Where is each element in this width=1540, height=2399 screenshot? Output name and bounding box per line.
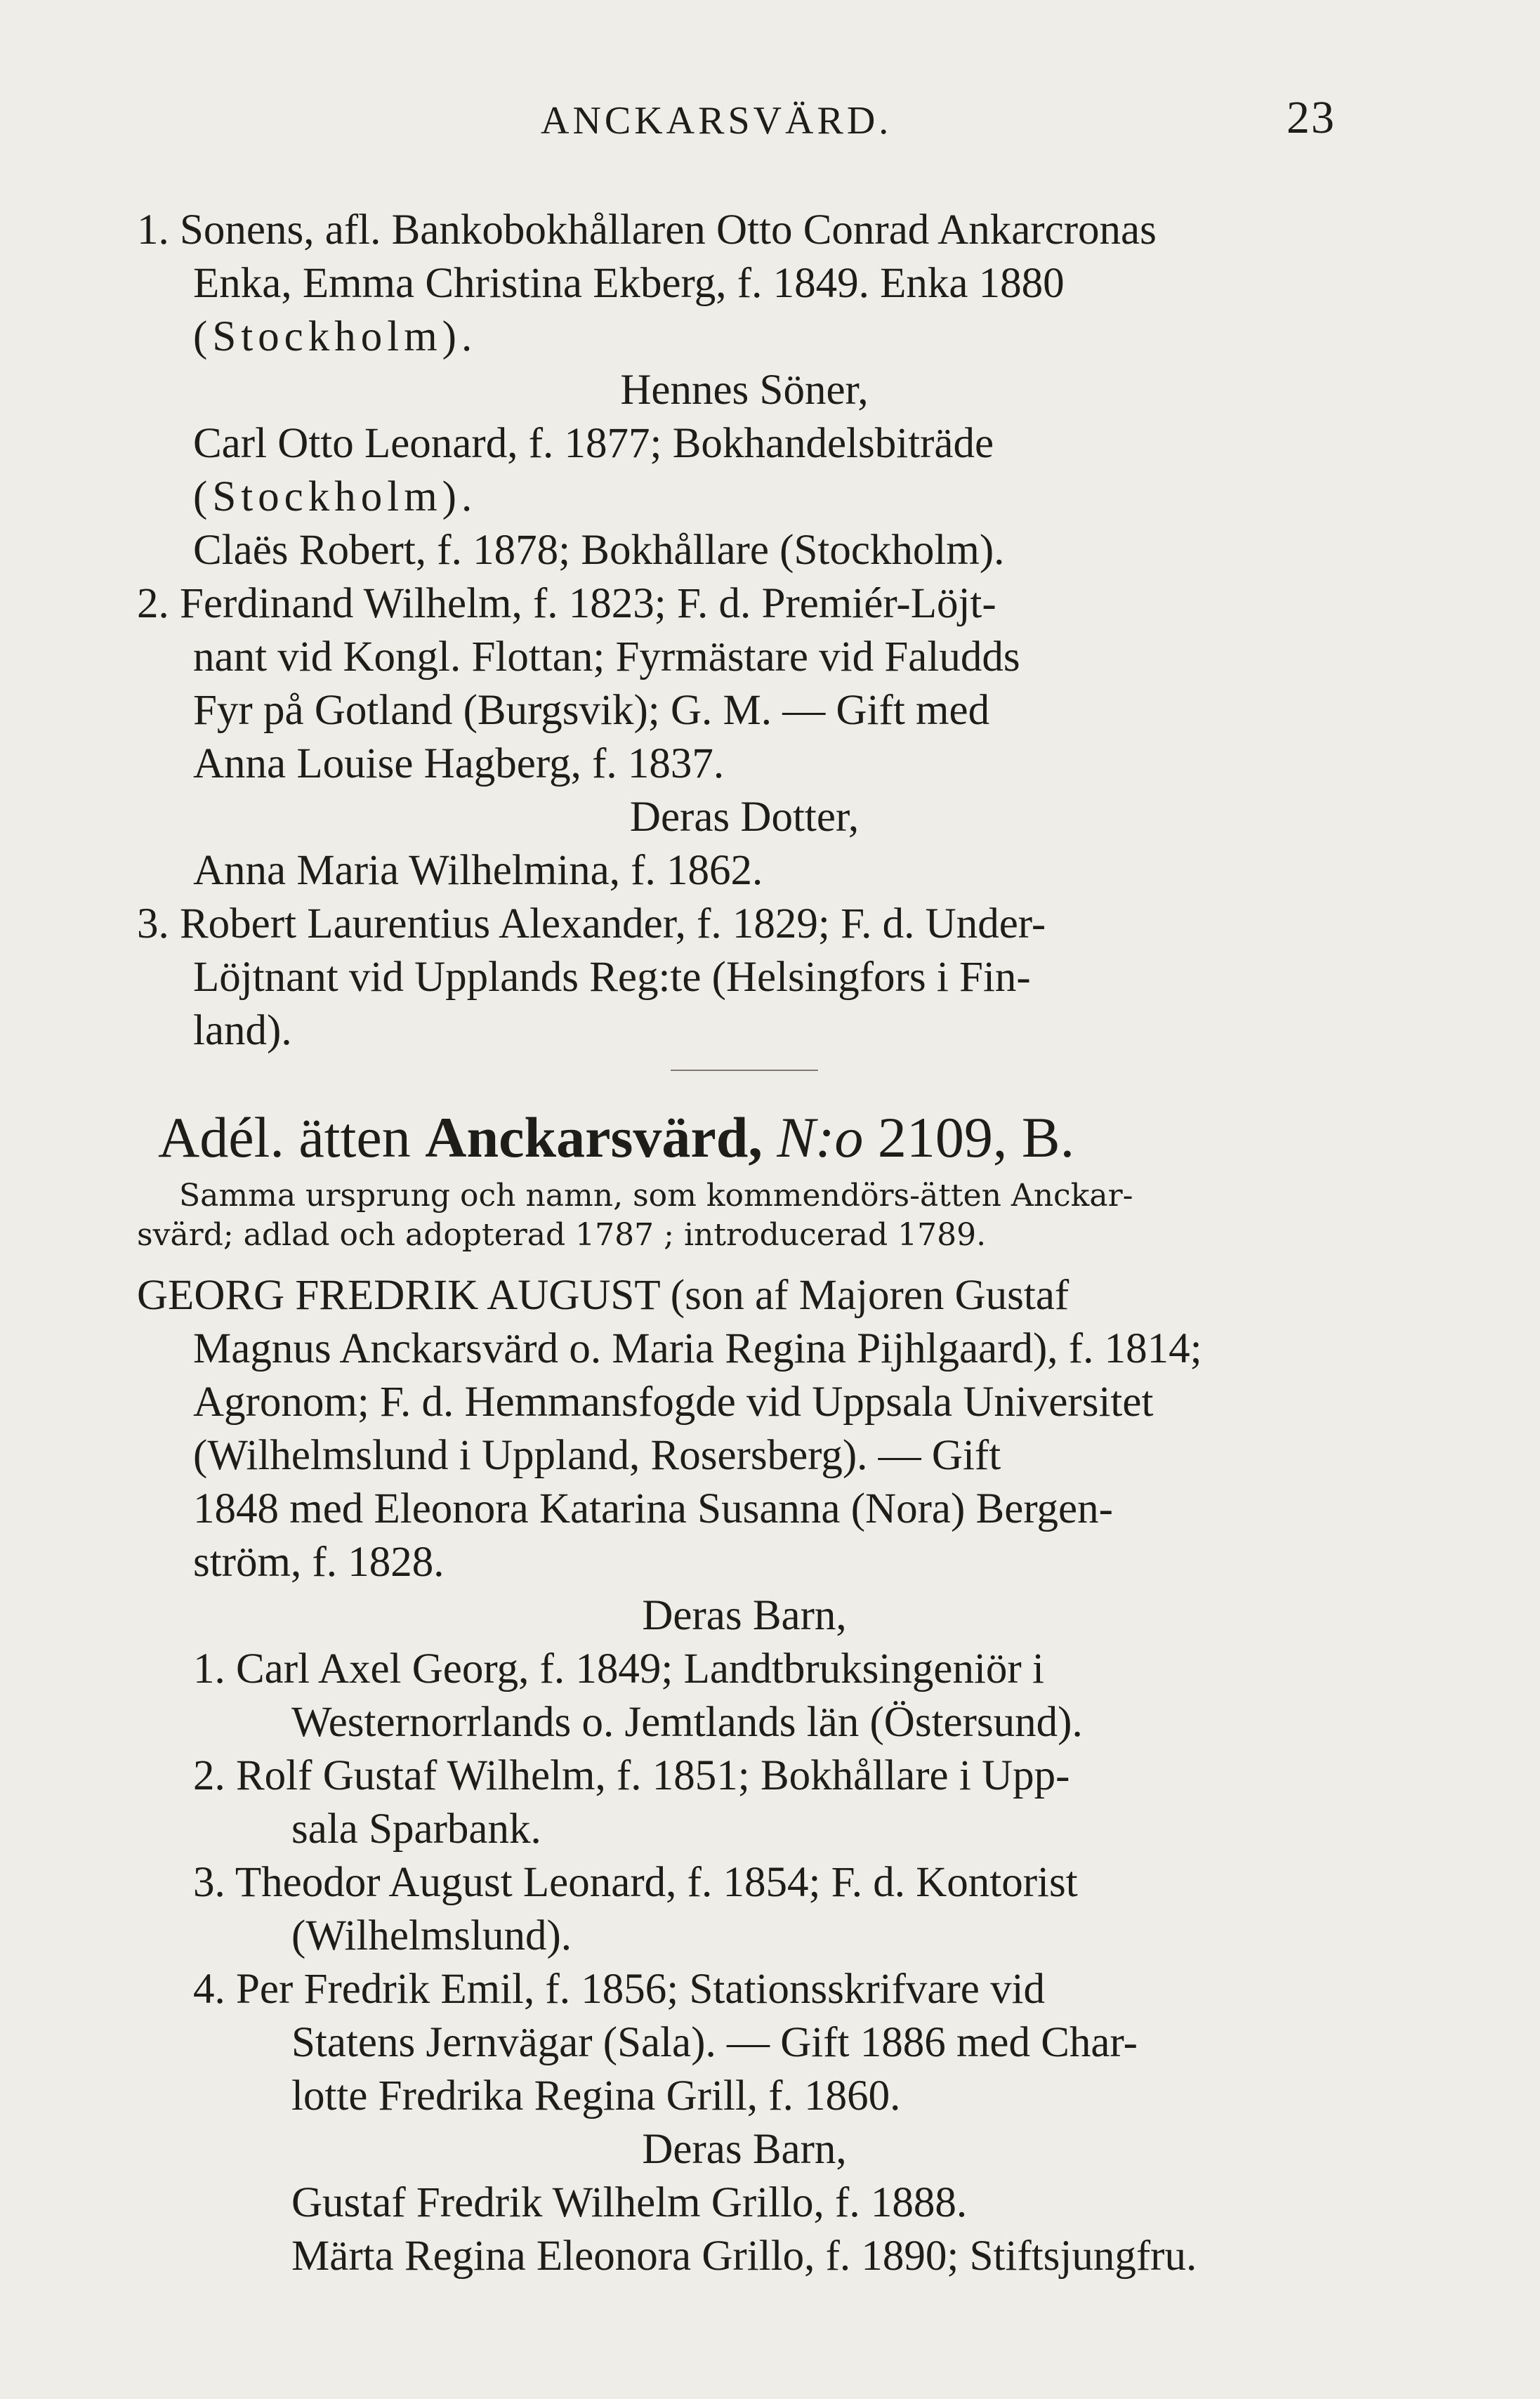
text-line: Deras Dotter, [629, 794, 860, 841]
text-line: Deras Barn, [642, 1592, 847, 1639]
text-line: sala Sparbank. [291, 1806, 541, 1853]
text-line: 2. Ferdinand Wilhelm, f. 1823; F. d. Premiér-Löjt- [137, 580, 996, 627]
text-line: 1848 med Eleonora Katarina Susanna (Nora) Bergen- [193, 1485, 1113, 1532]
family-heading [137, 1099, 1352, 1176]
section-divider [671, 1070, 818, 1071]
text-line: 3. Robert Laurentius Alexander, f. 1829; F. d. Under- [137, 900, 1046, 947]
text-line: Löjtnant vid Upplands Reg:te (Helsingfors i Fin- [193, 954, 1031, 1001]
text-line: (Wilhelmslund i Uppland, Rosersberg). — Gift [193, 1432, 1001, 1479]
text-line: lotte Fredrika Regina Grill, f. 1860. [291, 2072, 901, 2119]
text-line: 1. Carl Axel Georg, f. 1849; Landtbruksingeniör i [193, 1645, 1044, 1693]
text-line: Märta Regina Eleonora Grillo, f. 1890; Stiftsjungfru. [291, 2233, 1197, 2280]
text-line: 2. Rolf Gustaf Wilhelm, f. 1851; Bokhållare i Upp- [193, 1752, 1070, 1799]
intro-line: Samma ursprung och namn, som kommendörs-ätten Anckar- [179, 1178, 1133, 1214]
section-anckarsvard [137, 1050, 1352, 2283]
text-line: Westernorrlands o. Jemtlands län (Östersund). [291, 1699, 1083, 1746]
text-line: Gustaf Fredrik Wilhelm Grillo, f. 1888. [291, 2179, 968, 2226]
text-line: Carl Otto Leonard, f. 1877; Bokhandelsbiträde [193, 420, 994, 467]
heading-prefix: Adél. ätten [158, 1105, 411, 1169]
text-line: 4. Per Fredrik Emil, f. 1856; Stationsskrifvare vid [193, 1966, 1046, 2013]
page-number: 23 [1286, 92, 1336, 143]
text-line: Anna Louise Hagberg, f. 1837. [193, 740, 725, 787]
text-line: Agronom; F. d. Hemmansfogde vid Uppsala Universitet [193, 1379, 1154, 1426]
text-line: (Wilhelmslund). [291, 1912, 572, 1959]
text-line: land). [193, 1007, 292, 1054]
intro-line: svärd; adlad och adopterad 1787 ; introducerad 1789. [137, 1217, 987, 1253]
text-line: GEORG FREDRIK AUGUST (son af Majoren Gustaf [137, 1272, 1070, 1319]
text-line: Statens Jernvägar (Sala). — Gift 1886 med Char- [291, 2019, 1138, 2066]
text-line: Anna Maria Wilhelmina, f. 1862. [193, 847, 763, 894]
heading-family-name: Anckarsvärd, [425, 1105, 763, 1169]
text-line: 1. Sonens, afl. Bankobokhållaren Otto Conrad Ankarcronas [137, 206, 1157, 254]
text-line: Magnus Anckarsvärd o. Maria Regina Pijhlgaard), f. 1814; [193, 1325, 1202, 1372]
text-line: Hennes Söner, [620, 367, 869, 414]
text-line: Fyr på Gotland (Burgsvik); G. M. — Gift med [193, 687, 990, 734]
text-line: Enka, Emma Christina Ekberg, f. 1849. Enka 1880 [193, 260, 1065, 307]
text-line: Deras Barn, [642, 2126, 847, 2173]
section-sonens [137, 204, 1352, 1058]
text-line: 3. Theodor August Leonard, f. 1854; F. d. Kontorist [193, 1859, 1078, 1906]
running-head [0, 91, 1540, 155]
text-line: (Stockholm). [193, 313, 478, 360]
heading-number-label: N:o [777, 1105, 864, 1169]
heading-number: 2109, B. [877, 1105, 1075, 1169]
text-line: Claës Robert, f. 1878; Bokhållare (Stockholm). [193, 527, 1005, 574]
text-line: (Stockholm). [193, 473, 478, 520]
text-line: nant vid Kongl. Flottan; Fyrmästare vid Faludds [193, 633, 1020, 681]
running-title: ANCKARSVÄRD. [541, 99, 893, 143]
text-line: ström, f. 1828. [193, 1539, 445, 1586]
